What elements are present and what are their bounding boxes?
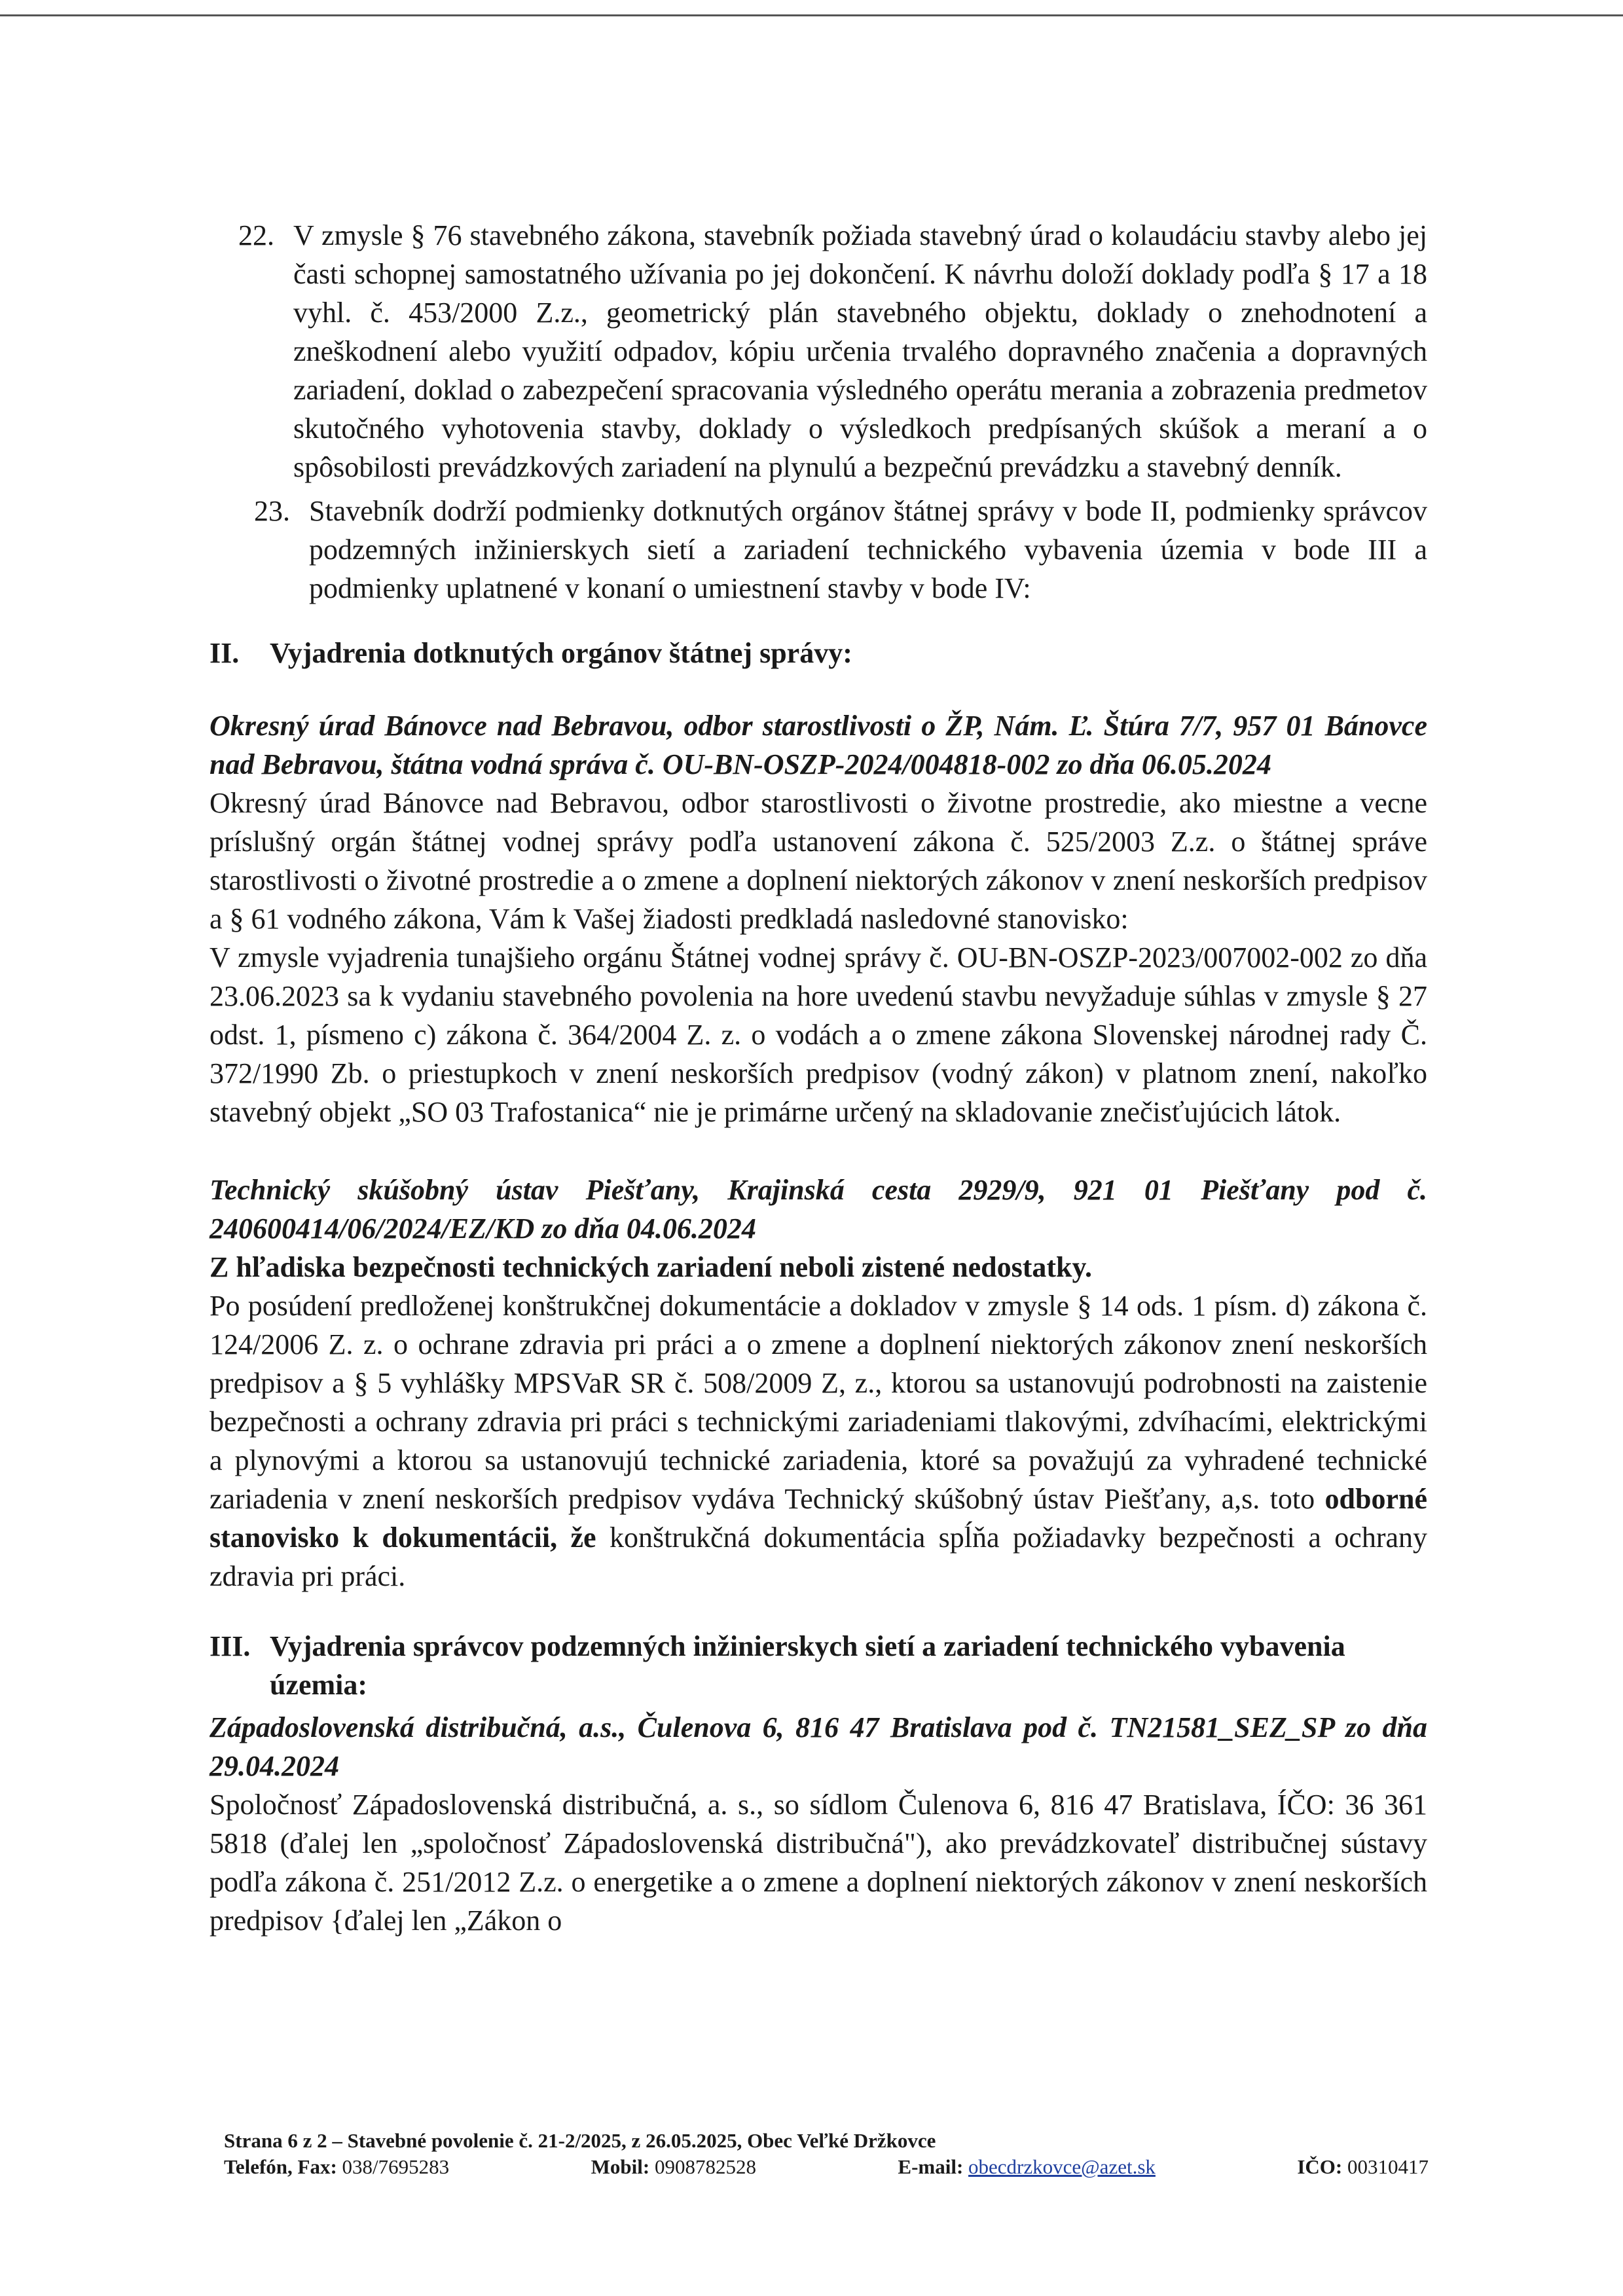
ico-label: IČO: [1297,2155,1343,2178]
zsd-heading: Západoslovenská distribučná, a.s., Čulenova 6, 816 47 Bratislava pod č. TN21581_SEZ_SP zo dňa 29.04.2024 [210,1711,1427,1782]
section-heading-ii [210,634,1427,672]
email-link[interactable]: obecdrzkovce@azet.sk [968,2155,1156,2178]
item-text: V zmysle § 76 stavebného zákona, stavebník požiada stavebný úrad o kolaudáciu stavby alebo jej časti schopnej samostatného užívania po jej dokončení. K návrhu doloží doklady podľa § 17 a 18 vyhl. č. 453/2000 Z.z., geometrický plán stavebného objektu, doklady o znehodnotení a zneškodnení alebo využití odpadov, kópiu určenia trvalého dopravného značenia a dopravných zariadení, doklad o zabezpečení spracovania výsledného operátu merania a zobrazenia predmetov skutočného vyhotovenia stavby, doklady o výsledkoch predpísaných skúšok a meraní a o spôsobilosti prevádzkových zariadení na plynulú a bezpečnú prevádzku a stavebný denník. [293,219,1427,483]
footer-page-reference: Strana 6 z 2 – Stavebné povolenie č. 21-2/2025, z 26.05.2025, Obec Veľké Držkovce [224,2129,936,2152]
footer-email [898,2154,1156,2180]
item-text: Stavebník dodrží podmienky dotknutých orgánov štátnej správy v bode II, podmienky správcov podzemných inžinierskych sietí a zariadení technického vybavenia územia v bode III a podmienky uplatnené v konaní o umiestnení stavby v bode IV: [309,495,1427,604]
top-divider [0,14,1623,16]
okresny-urad-heading: Okresný úrad Bánovce nad Bebravou, odbor starostlivosti o ŽP, Nám. Ľ. Štúra 7/7, 957 01 Bánovce nad Bebravou, štátna vodná správa č. OU-BN-OSZP-2024/004818-002 zo dňa 06.05.2024 [210,710,1427,780]
footer-mobile [591,2154,756,2180]
item-number: 23. [254,495,290,527]
email-label: E-mail: [898,2155,964,2178]
condition-item-23 [254,492,1427,608]
mobile-label: Mobil: [591,2155,650,2178]
phone-label: Telefón, Fax: [224,2155,337,2178]
section-title: Vyjadrenia správcov podzemných inžinierskych sietí a zariadení technického vybavenia územia: [270,1630,1345,1701]
mobile-value: 0908782528 [649,2155,756,2178]
footer-contact-line [224,2154,1429,2180]
phone-value: 038/7695283 [337,2155,450,2178]
tsu-paragraph-bold: odborné stanovisko k dokumentácii, že [210,1483,1427,1554]
ico-value: 00310417 [1342,2155,1429,2178]
section-number: III. [210,1630,251,1662]
section-heading-iii [210,1627,1427,1704]
section-title: Vyjadrenia dotknutých orgánov štátnej správy: [270,637,852,669]
section-number: II. [210,637,240,669]
tsu-paragraph-end: konštrukčná dokumentácia spĺňa požiadavky bezpečnosti a ochrany zdravia pri práci. [210,1522,1427,1592]
item-number: 22. [238,219,274,251]
okresny-urad-paragraph-1: Okresný úrad Bánovce nad Bebravou, odbor starostlivosti o životne prostredie, ako miestne a vecne príslušný orgán štátnej vodnej správy podľa ustanovení zákona č. 525/2003 Z.z. o štátnej správe starostlivosti o životné prostredie a o zmene a doplnení niektorých zákonov v znení neskorších predpisov a § 61 vodného zákona, Vám k Vašej žiadosti predkladá nasledovné stanovisko: [210,787,1427,935]
tsu-bold-statement: Z hľadiska bezpečnosti technických zariadení neboli zistené nedostatky. [210,1251,1093,1283]
tsu-heading: Technický skúšobný ústav Piešťany, Krajinská cesta 2929/9, 921 01 Piešťany pod č. 240600414/06/2024/EZ/KD zo dňa 04.06.2024 [210,1174,1427,1245]
footer-phone [224,2154,449,2180]
page-footer [224,2128,1429,2180]
condition-item-22 [238,216,1427,486]
document-body [210,216,1427,1940]
footer-ico [1297,2154,1429,2180]
tsu-paragraph-start: Po posúdení predloženej konštrukčnej dokumentácie a dokladov v zmysle § 14 ods. 1 písm. d) zákona č. 124/2006 Z. z. o ochrane zdravia pri práci a o zmene a doplnení niektorých zákonov znení neskorších predpisov a § 5 vyhlášky MPSVaR SR č. 508/2009 Z, z., ktorou sa ustanovujú podrobnosti na zaistenie bezpečnosti a ochrany zdravia pri práci s technickými zariadeniami tlakovými, zdvíhacími, elektrickými a plynovými a ktorou sa ustanovujú technické zariadenia, ktoré sa považujú za vyhradené technické zariadenia v znení neskorších predpisov vydáva Technický skúšobný ústav Piešťany, a,s. toto [210,1290,1427,1515]
tsu-paragraph [210,1286,1427,1595]
okresny-urad-paragraph-2: V zmysle vyjadrenia tunajšieho orgánu Štátnej vodnej správy č. OU-BN-OSZP-2023/007002-002 zo dňa 23.06.2023 sa k vydaniu stavebného povolenia na hore uvedenú stavbu nevyžaduje súhlas v zmysle § 27 odst. 1, písmeno c) zákona č. 364/2004 Z. z. o vodách a o zmene zákona Slovenskej národnej rady Č. 372/1990 Zb. o priestupkoch v znení neskorších predpisov (vodný zákon) v platnom znení, nakoľko stavebný objekt „SO 03 Trafostanica“ nie je primárne určený na skladovanie znečisťujúcich látok. [210,941,1427,1128]
zsd-paragraph: Spoločnosť Západoslovenská distribučná, a. s., so sídlom Čulenova 6, 816 47 Bratislava, ÍČO: 36 361 5818 (ďalej len „spoločnosť Západoslovenská distribučná"), ako prevádzkovateľ distribučnej sústavy podľa zákona č. 251/2012 Z.z. o energetike a o zmene a doplnení niektorých zákonov v znení neskorších predpisov {ďalej len „Zákon o [210,1789,1427,1937]
